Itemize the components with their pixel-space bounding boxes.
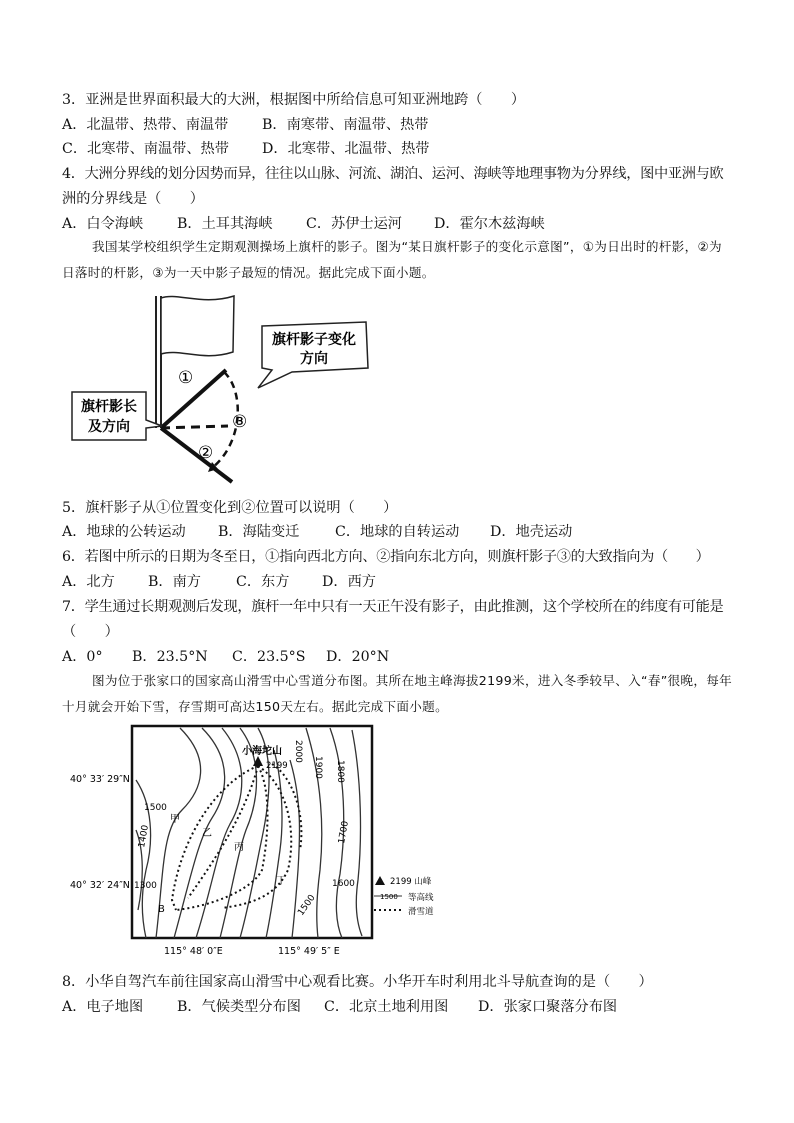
shadow-sunrise — [161, 370, 226, 428]
mark-2: ② — [198, 443, 214, 463]
ski-contour-map — [62, 720, 482, 960]
flag — [161, 296, 234, 356]
q7-stem-line2: （ ） — [62, 624, 119, 640]
q7-option-b: B．23.5°N — [132, 649, 208, 665]
lat-top: 40° 33′ 29″N — [70, 774, 130, 785]
place-bing: 丙 — [234, 842, 244, 853]
legend-peak-icon — [375, 876, 385, 885]
q6-option-d: D．西方 — [322, 574, 376, 590]
contour-1500: 1500 — [144, 803, 167, 813]
contour-1400: 1400 — [137, 824, 151, 849]
q4-stem-line2: 洲的分界线是（ ） — [62, 191, 204, 207]
q7-option-a: A．0° — [62, 649, 103, 665]
lon-left: 115° 48′ 0″E — [164, 946, 223, 957]
legend-contour: 等高线 — [408, 893, 434, 903]
contour-1600: 1600 — [332, 879, 355, 889]
intro-ski-map: 图为位于张家口的国家高山滑雪中心雪道分布图。其所在地主峰海拔2199米，进入冬季较早、入“春”很晚，每年十月就会开始下雪，存雪期可高达150天左右。据此完成下面小题。 — [62, 673, 733, 714]
q5-option-c: C．地球的自转运动 — [335, 524, 460, 540]
q3-option-c: C．北寒带、南温带、热带 — [62, 141, 229, 157]
shadow-noon — [161, 426, 228, 428]
q7-stem-line1: 7．学生通过长期观测后发现，旗杆一年中只有一天正午没有影子，由此推测，这个学校所在的纬度有可能是 — [62, 599, 724, 615]
place-jia: 甲 — [170, 814, 180, 825]
q5-option-d: D．地壳运动 — [490, 524, 573, 540]
place-ding: 丁 — [276, 876, 286, 887]
intro-flagpole: 我国某学校组织学生定期观测操场上旗杆的影子。图为“某日旗杆影子的变化示意图”，①为日出时的杆影，②为日落时的杆影，③为一天中影子最短的情况。据此完成下面小题。 — [62, 239, 722, 280]
q4-option-c: C．苏伊士运河 — [306, 216, 402, 232]
place-b: B — [158, 904, 165, 915]
legend-contour-value: 1500 — [380, 893, 398, 901]
q8-option-b: B．气候类型分布图 — [177, 999, 301, 1015]
q4-option-d: D．霍尔木兹海峡 — [434, 216, 545, 232]
q6-option-c: C．东方 — [236, 574, 290, 590]
contour-1900: 1900 — [313, 756, 323, 779]
q6-stem: 6．若图中所示的日期为冬至日，①指向西北方向、②指向东北方向，则旗杆影子③的大致指向为（ ） — [62, 549, 710, 565]
peak-name: 小海坨山 — [242, 746, 282, 757]
q5-option-a: A．地球的公转运动 — [62, 524, 186, 540]
q6-option-a: A．北方 — [62, 574, 115, 590]
q5-stem: 5．旗杆影子从①位置变化到②位置可以说明（ ） — [62, 500, 398, 516]
q4-stem-line1: 4．大洲分界线的划分因势而异，往往以山脉、河流、湖泊、运河、海峡等地理事物为分界线，图中亚洲与欧 — [62, 166, 724, 182]
label-change-line1: 旗杆影子变化 — [272, 332, 356, 348]
q8-stem: 8．小华自驾汽车前往国家高山滑雪中心观看比赛。小华开车时利用北斗导航查询的是（ ） — [62, 974, 653, 990]
q4-option-b: B．土耳其海峡 — [177, 216, 273, 232]
flagpole-shadow-figure — [62, 292, 382, 488]
mark-1: ① — [178, 368, 194, 388]
contour-1700: 1700 — [337, 820, 351, 845]
lon-right: 115° 49′ 5″ E — [278, 946, 340, 957]
q8-option-c: C．北京土地利用图 — [324, 999, 449, 1015]
contour-1300: 1300 — [134, 881, 157, 891]
q3-option-a: A．北温带、热带、南温带 — [62, 117, 229, 133]
label-length-line2: 及方向 — [88, 419, 130, 435]
mark-3: ③ — [232, 412, 248, 432]
q4-option-a: A．白令海峡 — [62, 216, 144, 232]
legend-trail: 滑雪道 — [408, 907, 434, 917]
label-length-line1: 旗杆影长 — [81, 399, 137, 415]
q3-option-b: B．南寒带、南温带、热带 — [262, 117, 429, 133]
q5-option-b: B．海陆变迁 — [218, 524, 300, 540]
peak-elevation: 2199 — [266, 761, 288, 771]
q3-option-d: D．北寒带、北温带、热带 — [262, 141, 430, 157]
q3-stem: 3．亚洲是世界面积最大的大洲，根据图中所给信息可知亚洲地跨（ ） — [62, 92, 526, 108]
contour-2000: 2000 — [293, 740, 303, 763]
contour-1800: 1800 — [335, 760, 345, 783]
label-change-line2: 方向 — [300, 351, 328, 367]
q7-option-c: C．23.5°S — [232, 649, 306, 665]
place-yi: 乙 — [202, 828, 212, 839]
q8-option-d: D．张家口聚落分布图 — [478, 999, 618, 1015]
shadow-sunset — [161, 428, 232, 482]
legend-peak: 2199 山峰 — [390, 877, 432, 887]
q7-option-d: D．20°N — [326, 649, 390, 665]
contour-1500-lower: 1500 — [296, 893, 318, 918]
q8-option-a: A．电子地图 — [62, 999, 144, 1015]
lat-bottom: 40° 32′ 24″N — [70, 880, 130, 891]
q6-option-b: B．南方 — [148, 574, 201, 590]
